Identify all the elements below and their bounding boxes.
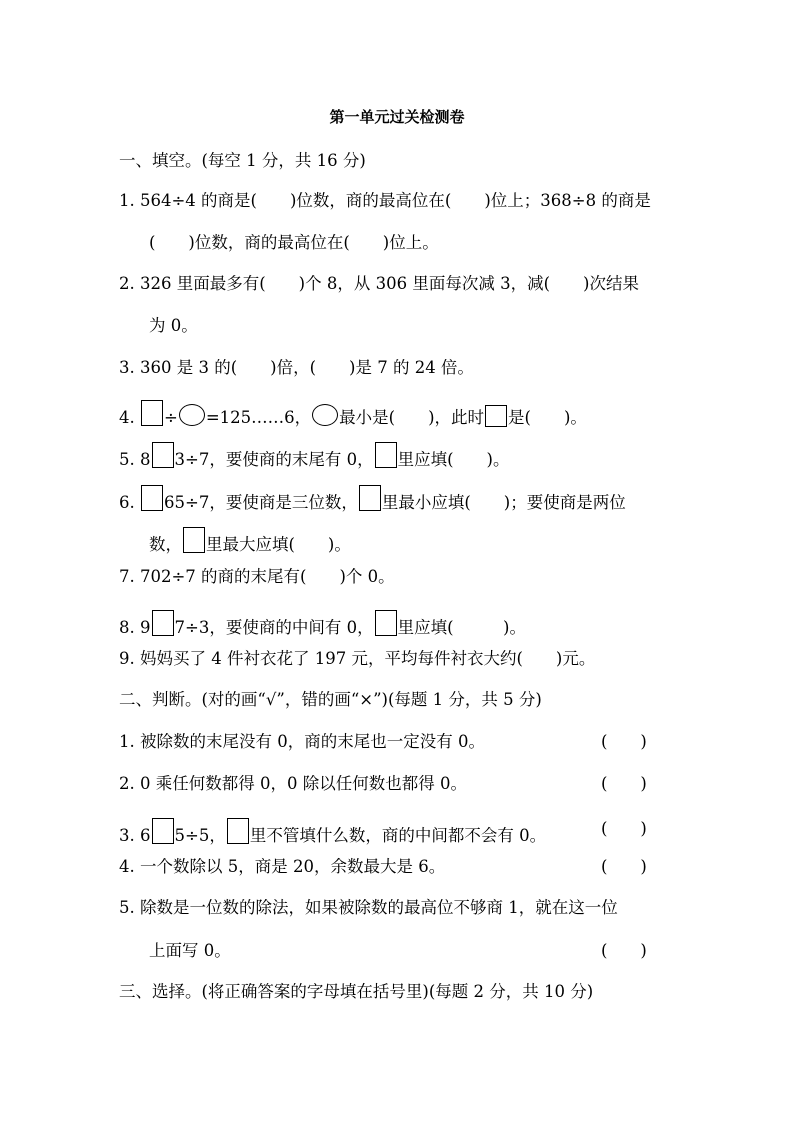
question-8-text-3: 里应填( )。 (397, 618, 526, 637)
answer-parentheses[interactable]: ( ) (601, 819, 647, 838)
question-1-line-1: 1. 564÷4 的商是( )位数，商的最高位在( )位上；368÷8 的商是 (119, 191, 651, 210)
judge-question-1: 1. 被除数的末尾没有 0，商的末尾也一定没有 0。 (119, 732, 485, 751)
section2-heading: 二、判断。(对的画“√”，错的画“×”)(每题 1 分，共 5 分) (119, 690, 542, 709)
question-6-text-2: 里最小应填( )；要使商是两位 (381, 493, 626, 512)
blank-circle-icon[interactable] (179, 404, 205, 426)
question-4-text-4: 是( )。 (508, 408, 587, 427)
blank-circle-icon[interactable] (312, 404, 338, 426)
question-8-text-1: 8. 9 (119, 618, 151, 637)
question-6-number: 6. (119, 493, 135, 512)
judge-question-2: 2. 0 乘任何数都得 0，0 除以任何数也都得 0。 (119, 774, 467, 793)
blank-square-icon[interactable] (152, 818, 174, 844)
question-6-line-2 (149, 527, 351, 556)
question-3: 3. 360 是 3 的( )倍，( )是 7 的 24 倍。 (119, 358, 474, 377)
question-4-number: 4. (119, 408, 135, 427)
judge-question-3-text-2: 5÷5， (174, 826, 226, 845)
answer-parentheses[interactable]: ( ) (601, 941, 647, 960)
answer-parentheses[interactable]: ( ) (601, 732, 647, 751)
question-5-text-2: 3÷7，要使商的末尾有 0， (174, 450, 374, 469)
judge-question-4: 4. 一个数除以 5，商是 20，余数最大是 6。 (119, 857, 446, 876)
blank-square-icon[interactable] (375, 442, 397, 468)
judge-question-3 (119, 818, 546, 847)
judge-question-3-text-3: 里不管填什么数，商的中间都不会有 0。 (249, 826, 547, 845)
section3-heading: 三、选择。(将正确答案的字母填在括号里)(每题 2 分，共 10 分) (119, 982, 594, 1001)
question-6b-text-1: 数， (149, 535, 182, 554)
judge-question-5-line-1: 5. 除数是一位数的除法，如果被除数的最高位不够商 1，就在这一位 (119, 898, 618, 917)
question-5-text-1: 5. 8 (119, 450, 151, 469)
blank-square-icon[interactable] (375, 610, 397, 636)
question-6-text-1: 65÷7，要使商是三位数， (164, 493, 358, 512)
question-7: 7. 702÷7 的商的末尾有( )个 0。 (119, 567, 395, 586)
blank-square-icon[interactable] (359, 485, 381, 511)
section1-heading: 一、填空。(每空 1 分，共 16 分) (119, 151, 366, 170)
question-2-line-1: 2. 326 里面最多有( )个 8，从 306 里面每次减 3，减( )次结果 (119, 274, 639, 293)
question-8-text-2: 7÷3，要使商的中间有 0， (174, 618, 374, 637)
blank-square-icon[interactable] (152, 442, 174, 468)
blank-square-icon[interactable] (227, 818, 249, 844)
judge-question-3-text-1: 3. 6 (119, 826, 151, 845)
question-1-line-2: ( )位数，商的最高位在( )位上。 (149, 233, 439, 252)
question-8 (119, 610, 526, 639)
question-4-text-3: 最小是( )，此时 (339, 408, 485, 427)
judge-question-5-line-2: 上面写 0。 (149, 941, 231, 960)
answer-parentheses[interactable]: ( ) (601, 774, 647, 793)
question-4-text-1: ÷ (164, 408, 178, 427)
question-2-line-2: 为 0。 (149, 316, 198, 335)
question-9: 9. 妈妈买了 4 件衬衣花了 197 元，平均每件衬衣大约( )元。 (119, 649, 596, 668)
answer-parentheses[interactable]: ( ) (601, 857, 647, 876)
blank-square-icon[interactable] (152, 610, 174, 636)
blank-square-icon[interactable] (485, 405, 507, 427)
question-5-text-3: 里应填( )。 (397, 450, 510, 469)
question-6b-text-2: 里最大应填( )。 (206, 535, 351, 554)
blank-square-icon[interactable] (183, 527, 205, 553)
question-6-line-1 (119, 485, 626, 514)
question-5 (119, 442, 509, 471)
question-4 (119, 400, 587, 429)
blank-square-icon[interactable] (141, 400, 163, 426)
question-4-text-2: =125……6， (205, 408, 312, 427)
page-title: 第一单元过关检测卷 (329, 108, 465, 126)
blank-square-icon[interactable] (141, 485, 163, 511)
